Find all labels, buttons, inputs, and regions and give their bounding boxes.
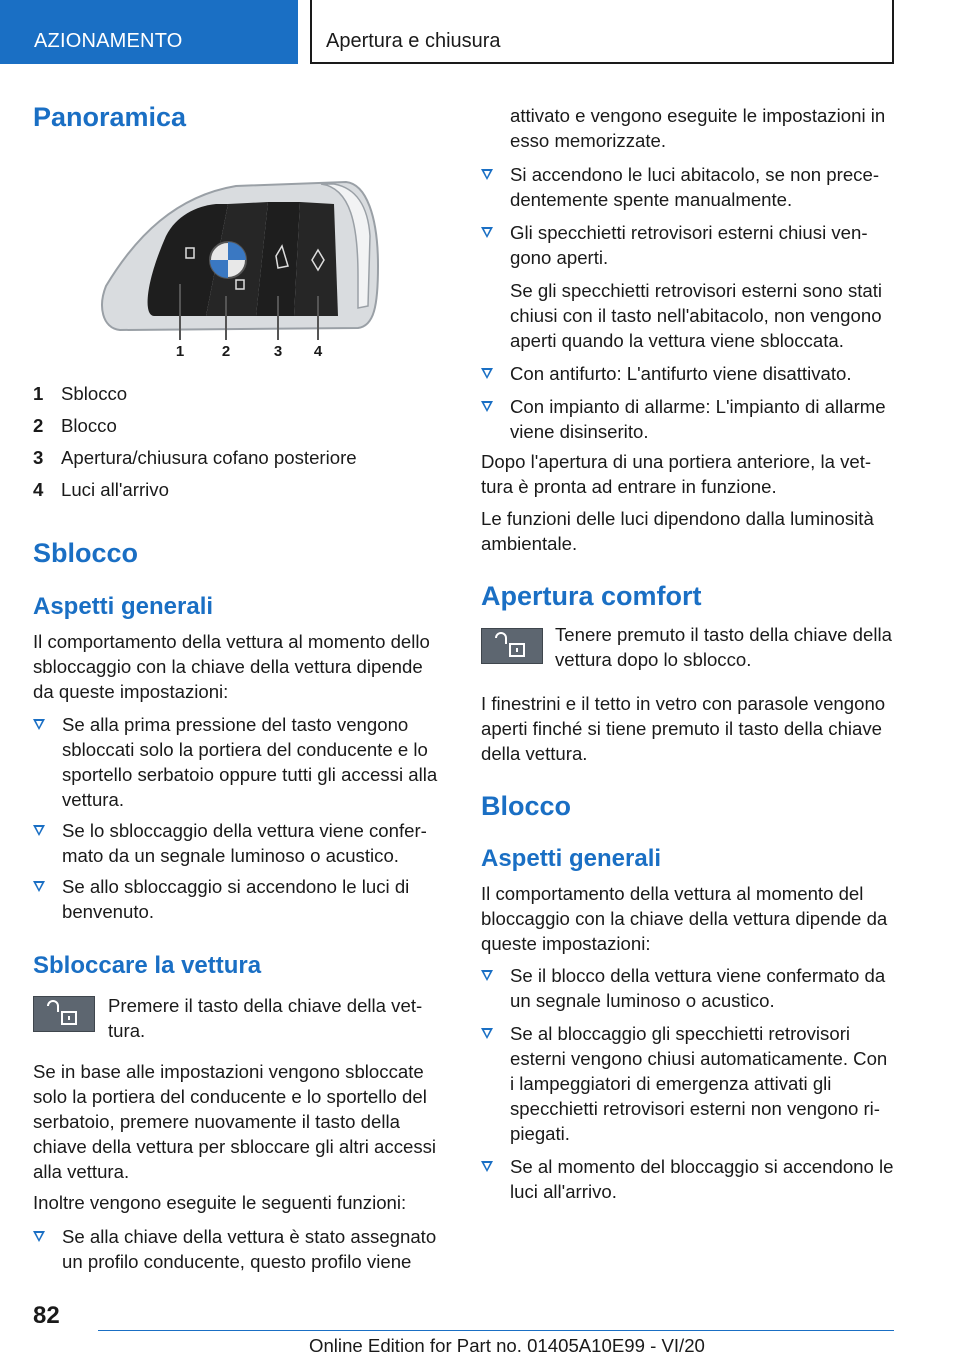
list-item: Gli specchietti retrovisori esterni chiusi vengono aperti.: [481, 220, 896, 270]
section-tab: [0, 0, 298, 64]
bullet-triangle-icon: [33, 719, 45, 730]
paragraph-funzioni-luci: Le funzioni delle luci dipendono dalla luminosità ambientale.: [481, 508, 874, 554]
fig-label-3: 3: [273, 343, 283, 360]
legend-item: 4 Luci all'arrivo: [33, 479, 169, 500]
paragraph-se-in-base: Se in base alle impostazioni vengono sbloccate solo la portiera del conducente e lo sportello del serbatoio, premere nuovamente il tasto della chiave della vettura per sbloccare gli altri accessi alla vettura.: [33, 1061, 437, 1182]
comfort-unlock-key-icon: [481, 628, 543, 664]
left-column: [33, 101, 447, 133]
heading-aspetti-generali: Aspetti generali: [33, 593, 214, 620]
list-item: Se alla prima pressione del tasto vengono sbloccati solo la portiera del conducente e lo sportello serbatoio oppure tutti gli accessi alla vettura.: [33, 712, 447, 812]
list-item: Se al bloccaggio gli specchietti retrovisori esterni vengono chiusi automaticamente. Con i lampeggiatori di emergenza attivati gli specchietti retrovisori esterni non vengono ripiegati.: [481, 1021, 896, 1146]
paragraph-continuation: attivato e vengono eseguite le impostazioni in esso memorizzate.: [510, 105, 886, 151]
list-item: Se allo sbloccaggio si accendono le luci di benvenuto.: [33, 874, 447, 924]
sub-paragraph-specchietti: Se gli specchietti retrovisori esterni sono stati chiusi con il tasto nell'abitacolo, non vengono aperti quando la vettura viene sbloccata.: [510, 280, 883, 351]
paragraph-finestrini: I finestrini e il tetto in vetro con parasole vengono aperti finché si tiene premuto il tasto della chiave della vettura.: [481, 693, 886, 764]
page-number: 82: [33, 1302, 60, 1329]
footer-edition: Online Edition for Part no. 01405A10E99 - VI/20: [309, 1335, 705, 1356]
heading-sblocco: Sblocco: [33, 538, 139, 568]
fig-label-2: 2: [221, 343, 231, 360]
bullet-list-funzioni: [33, 1224, 447, 1274]
bullet-triangle-icon: [481, 1161, 493, 1172]
unlock-key-button-icon: [33, 996, 95, 1032]
heading-apertura-comfort: Apertura comfort: [481, 581, 702, 611]
paragraph-aspetti: Il comportamento della vettura al momento dello sbloccaggio con la chiave della vettura dipende da queste impostazioni:: [33, 631, 430, 702]
bullet-triangle-icon: [33, 881, 45, 892]
bullet-list-funzioni-cont: [481, 162, 896, 444]
bullet-triangle-icon: [481, 368, 493, 379]
legend-item: 1 Sblocco: [33, 383, 128, 404]
chapter-title: Apertura e chiusura: [326, 30, 501, 52]
legend-item: 3 Apertura/chiusura cofano posteriore: [33, 447, 357, 468]
chapter-header: [310, 0, 894, 64]
list-item: Si accendono le luci abitacolo, se non precedentemente spente manualmente.: [481, 162, 896, 212]
figure-legend: [33, 381, 447, 511]
heading-blocco: Blocco: [481, 791, 572, 821]
list-item: Se al momento del bloccaggio si accendono le luci all'arrivo.: [481, 1154, 896, 1204]
paragraph-dopo: Dopo l'apertura di una portiera anteriore, la vettura è pronta ad entrare in funzione.: [481, 451, 872, 497]
fig-label-1: 1: [175, 343, 185, 360]
bullet-triangle-icon: [481, 227, 493, 238]
bullet-list-sblocco: [33, 712, 447, 924]
bullet-triangle-icon: [481, 970, 493, 981]
heading-sbloccare-vettura: Sbloccare la vettura: [33, 952, 262, 979]
bullet-triangle-icon: [33, 1231, 45, 1242]
bullet-list-blocco: [481, 963, 896, 1204]
bullet-triangle-icon: [481, 401, 493, 412]
legend-item: 2 Blocco: [33, 415, 117, 436]
list-item: Se lo sbloccaggio della vettura viene confermato da un segnale luminoso o acustico.: [33, 818, 447, 868]
paragraph-tenere: Tenere premuto il tasto della chiave della vettura dopo lo sblocco.: [555, 624, 892, 670]
unlock-icon: [482, 629, 542, 663]
heading-panoramica: Panoramica: [33, 102, 187, 132]
unlock-icon: [34, 997, 94, 1031]
paragraph-premere: Premere il tasto della chiave della vettura.: [108, 995, 423, 1041]
paragraph-aspetti-blocco: Il comportamento della vettura al momento del bloccaggio con la chiave della vettura dipende da queste impostazioni:: [481, 883, 888, 954]
bullet-triangle-icon: [481, 1028, 493, 1039]
paragraph-inoltre: Inoltre vengono eseguite le seguenti funzioni:: [33, 1192, 407, 1213]
bullet-triangle-icon: [33, 825, 45, 836]
list-item: Se il blocco della vettura viene confermato da un segnale luminoso o acustico.: [481, 963, 896, 1013]
footer-divider: [98, 1330, 894, 1331]
bullet-triangle-icon: [481, 169, 493, 180]
key-fob-illustration: [96, 176, 386, 362]
list-item: Con impianto di allarme: L'impianto di allarme viene disinserito.: [481, 394, 896, 444]
list-item: Se alla chiave della vettura è stato assegnato un profilo conducente, questo profilo viene: [33, 1224, 447, 1274]
fig-label-4: 4: [313, 343, 323, 360]
list-item: Con antifurto: L'antifurto viene disattivato.: [481, 361, 896, 386]
heading-aspetti-generali-blocco: Aspetti generali: [481, 845, 662, 872]
section-title: AZIONAMENTO: [34, 30, 183, 52]
